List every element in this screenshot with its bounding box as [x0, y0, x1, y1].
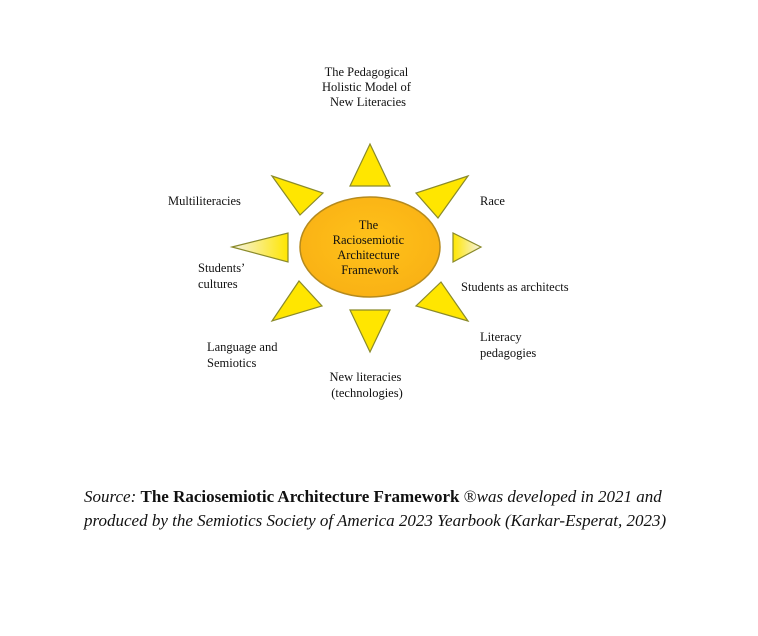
node-left-line-2: cultures	[198, 277, 238, 291]
registered-mark: ®	[463, 487, 477, 506]
node-lower-left-label	[207, 340, 281, 370]
ray-right	[453, 233, 481, 262]
node-top-line-2: Holistic Model of	[321, 80, 411, 94]
caption-rest: was developed in 2021 and produced by the Semiotics Society of America 2023 Yearbook (Karkar-Esperat, 2023)	[84, 487, 667, 530]
center-line-3: Architecture	[337, 248, 400, 262]
node-upper-right-label	[480, 194, 505, 208]
ray-top	[350, 144, 390, 186]
ray-upper-left	[272, 176, 323, 215]
node-right-line-1: Students as architects	[461, 280, 569, 294]
node-top-line-3: New Literacies	[329, 95, 407, 109]
node-left-label	[198, 261, 247, 291]
caption-title: The Raciosemiotic Architecture Framework	[140, 487, 460, 506]
node-lower-right-line-1: Literacy	[480, 330, 522, 344]
ray-left	[232, 233, 288, 262]
node-upper-right-line-1: Race	[480, 194, 505, 208]
center-line-1: The	[358, 218, 379, 232]
node-right-label	[461, 280, 569, 294]
center-line-2: Raciosemiotic	[332, 233, 405, 247]
caption-source-label: Source:	[84, 487, 137, 506]
node-bottom-label	[330, 370, 405, 400]
center-line-4: Framework	[341, 263, 399, 277]
node-bottom-line-2: (technologies)	[331, 386, 403, 400]
node-lower-left-line-1: Language and	[207, 340, 278, 354]
node-bottom-line-1: New literacies	[329, 370, 402, 384]
ray-bottom	[350, 310, 390, 352]
node-left-line-1: Students’	[198, 261, 245, 275]
node-lower-left-line-2: Semiotics	[207, 356, 257, 370]
node-upper-left-label	[168, 194, 241, 208]
node-upper-left-line-1: Multiliteracies	[168, 194, 241, 208]
node-top-label	[322, 65, 414, 109]
ray-lower-left	[272, 281, 322, 321]
node-lower-right-line-2: pedagogies	[480, 346, 537, 360]
center-ellipse	[300, 197, 440, 297]
figure-caption	[84, 485, 724, 533]
node-lower-right-label	[480, 330, 536, 360]
node-top-line-1: The Pedagogical	[324, 65, 409, 79]
ray-upper-right	[416, 176, 468, 218]
